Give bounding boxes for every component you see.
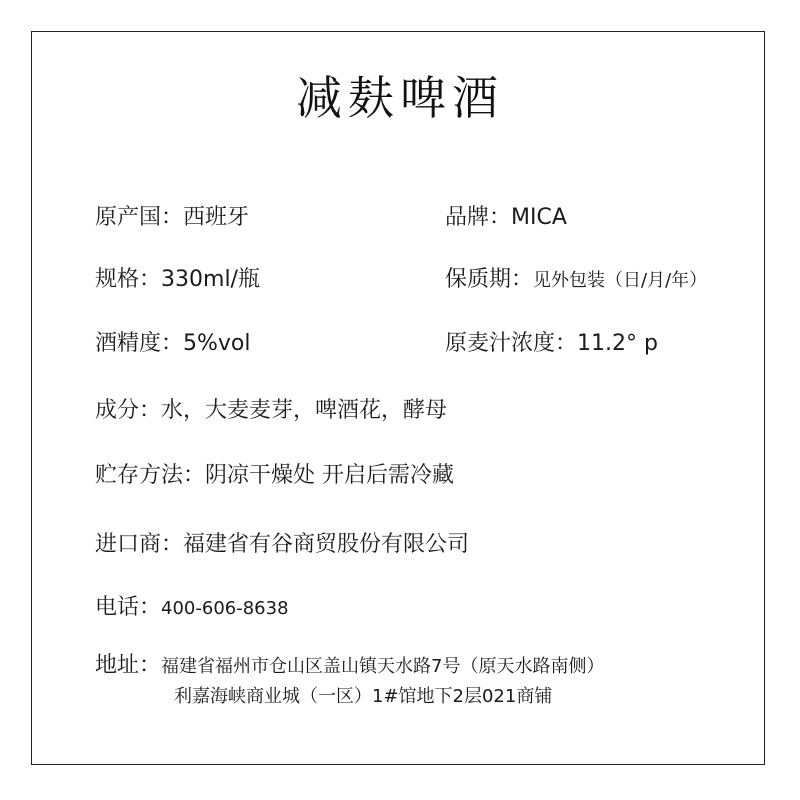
- product-title: 减麸啤酒: [296, 71, 504, 125]
- brand-row: [445, 200, 567, 231]
- abv-label: 酒精度：: [95, 331, 184, 356]
- importer-label: 进口商：: [95, 532, 184, 557]
- shelf-life-row: [445, 262, 707, 293]
- brand-value: MICA: [511, 205, 567, 230]
- phone-label: 电话：: [95, 595, 162, 620]
- spec-value: 330ml/瓶: [161, 267, 260, 292]
- gravity-label: 原麦汁浓度：: [445, 331, 578, 356]
- shelf-life-label: 保质期：: [445, 267, 534, 292]
- origin-row: [95, 200, 249, 231]
- address-row: [95, 648, 604, 679]
- brand-label: 品牌：: [445, 205, 512, 230]
- address-line-2: 利嘉海峡商业城（一区）1#馆地下2层021商铺: [174, 686, 553, 707]
- phone-row: [95, 590, 289, 621]
- storage-label: 贮存方法：: [95, 463, 206, 488]
- abv-row: [95, 326, 251, 357]
- importer-value: 福建省有谷商贸股份有限公司: [183, 532, 470, 557]
- phone-value: 400-606-8638: [161, 598, 289, 619]
- origin-value: 西班牙: [183, 205, 250, 230]
- spec-row: [95, 262, 260, 293]
- origin-label: 原产国：: [95, 205, 184, 230]
- ingredients-label: 成分：: [95, 398, 162, 423]
- importer-row: [95, 527, 469, 558]
- storage-value: 阴凉干燥处 开启后需冷藏: [205, 463, 455, 488]
- storage-row: [95, 458, 454, 489]
- shelf-life-value: 见外包装（日/月/年）: [533, 270, 708, 291]
- address-label: 地址：: [95, 653, 162, 678]
- gravity-value: 11.2° p: [577, 331, 658, 356]
- ingredients-row: [95, 393, 447, 424]
- abv-value: 5%vol: [183, 331, 251, 356]
- ingredients-value: 水，大麦麦芽，啤酒花，酵母: [161, 398, 448, 423]
- address-line-1: 福建省福州市仓山区盖山镇天水路7号（原天水路南侧）: [161, 656, 605, 677]
- spec-label: 规格：: [95, 267, 162, 292]
- gravity-row: [445, 326, 658, 357]
